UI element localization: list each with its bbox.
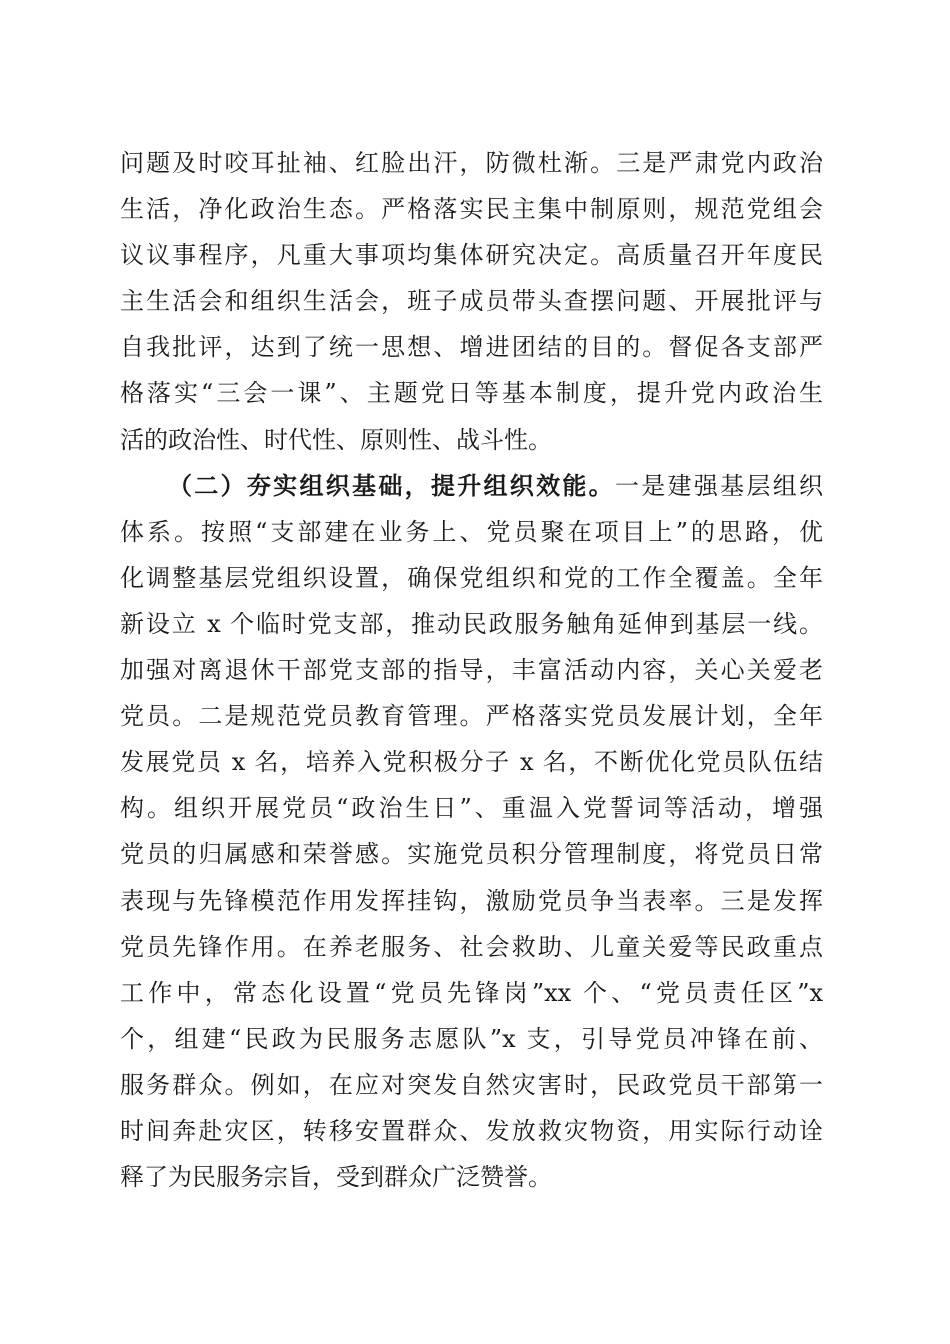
text-line: 个，组建“民政为民服务志愿队”x 支，引导党员冲锋在前、 [120, 1024, 823, 1053]
text-line: 发展党员 x 名，培养入党积极分子 x 名，不断优化党员队伍结 [120, 748, 823, 777]
paragraph-2-first-line [120, 463, 823, 509]
text-line: 释了为民服务宗旨，受到群众广泛赞誉。 [120, 1163, 552, 1192]
text-line: 党员。二是规范党员教育管理。严格落实党员发展计划，全年 [120, 702, 823, 731]
text-line: 议议事程序，凡重大事项均集体研究决定。高质量召开年度民 [120, 241, 823, 270]
text-run: 一是建强基层组织 [614, 471, 824, 500]
text-line: 主生活会和组织生活会，班子成员带头查摆问题、开展批评与 [120, 287, 823, 316]
text-line: 党员先锋作用。在养老服务、社会救助、儿童关爱等民政重点 [120, 932, 823, 961]
text-line: 格落实“三会一课”、主题党日等基本制度，提升党内政治生 [120, 379, 823, 408]
section-heading: （二）夯实组织基础，提升组织效能。 [168, 470, 615, 500]
text-line: 时间奔赴灾区，转移安置群众、发放救灾物资，用实际行动诠 [120, 1116, 823, 1145]
text-line: 党员的归属感和荣誉感。实施党员积分管理制度，将党员日常 [120, 840, 823, 869]
body-text [120, 140, 823, 1200]
paragraph-2 [120, 463, 823, 1201]
text-line: 生活，净化政治生态。严格落实民主集中制原则，规范党组会 [120, 195, 823, 224]
text-line: 活的政治性、时代性、原则性、战斗性。 [120, 425, 552, 454]
text-line: 表现与先锋模范作用发挥挂钩，激励党员争当表率。三是发挥 [120, 886, 823, 915]
text-line: 化调整基层党组织设置，确保党组织和党的工作全覆盖。全年 [120, 563, 823, 592]
text-line: 新设立 x 个临时党支部，推动民政服务触角延伸到基层一线。 [120, 609, 823, 638]
text-line: 自我批评，达到了统一思想、增进团结的目的。督促各支部严 [120, 333, 823, 362]
text-line: 加强对离退休干部党支部的指导，丰富活动内容，关心关爱老 [120, 656, 823, 685]
text-line: 服务群众。例如，在应对突发自然灾害时，民政党员干部第一 [120, 1070, 823, 1099]
text-line: 体系。按照“支部建在业务上、党员聚在项目上”的思路，优 [120, 517, 823, 546]
paragraph-1 [120, 140, 823, 463]
text-line: 构。组织开展党员“政治生日”、重温入党誓词等活动，增强 [120, 794, 823, 823]
text-line: 工作中，常态化设置“党员先锋岗”xx 个、“党员责任区”x [120, 978, 823, 1007]
text-line: 问题及时咬耳扯袖、红脸出汗，防微杜渐。三是严肃党内政治 [120, 149, 823, 177]
